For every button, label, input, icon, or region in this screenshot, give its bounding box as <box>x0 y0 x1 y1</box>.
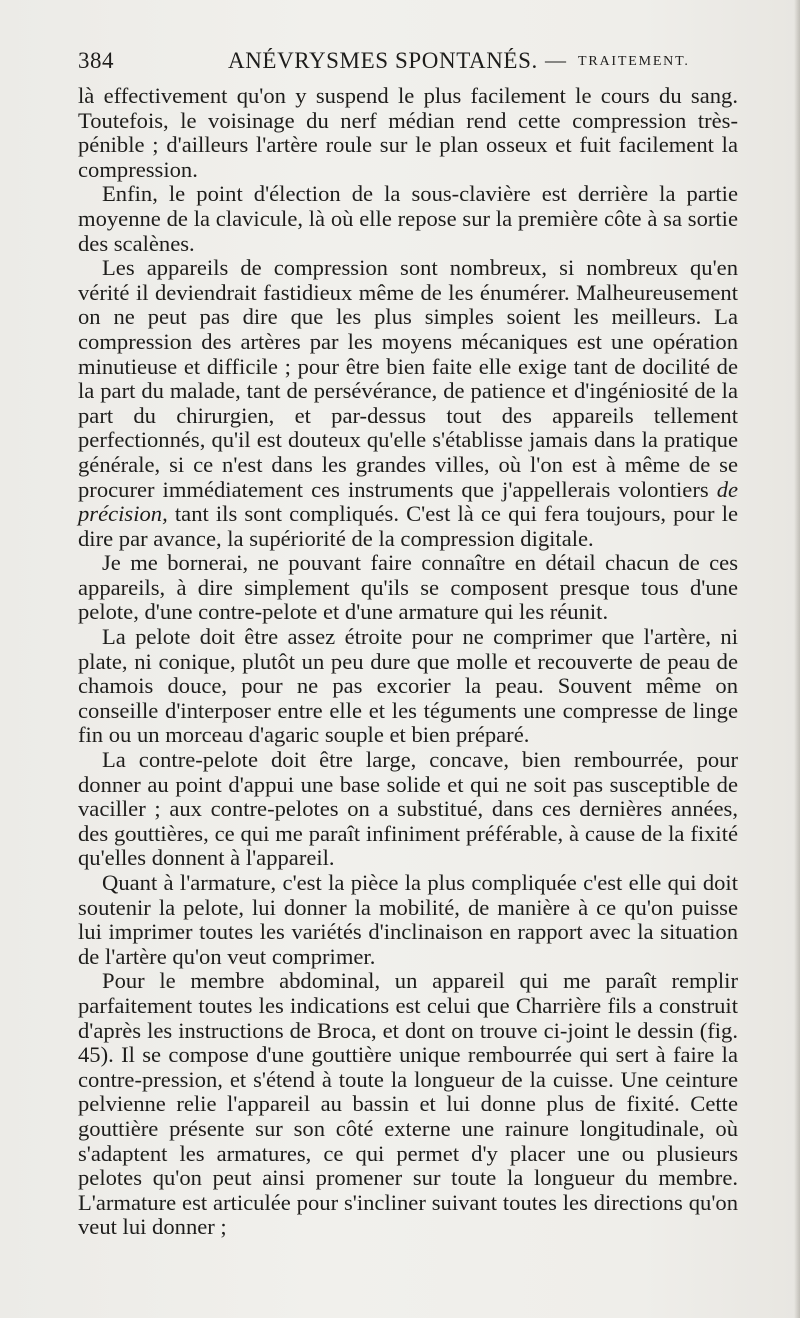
running-head-dash: — <box>545 48 566 72</box>
paragraph-8: Pour le membre abdominal, un appareil qui me paraît remplir parfaitement toutes les indications est celui que Charrière fils a construit d'après les instructions de Broca, et dont on trouve ci-joint le dessin (fig. 45). Il se compose d'une gouttière unique rembourrée qui sert à faire la contre-pression, et s'étend à toute la longueur de la cuisse. Une ceinture pelvienne relie l'appareil au bassin et lui donne plus de fixité. Cette gouttière présente sur son côté externe une rainure longitudinale, où s'adaptent les armatures, ce qui permet d'y placer une ou plusieurs pelotes qu'on peut ainsi promener sur toute la longueur du membre. L'armature est articulée pour s'incliner suivant toutes les directions qu'on veut lui donner ; <box>78 968 738 1240</box>
running-title: ANÉVRYSMES SPONTANÉS. <box>228 48 538 73</box>
paragraph-3-after: tant ils sont compliqués. C'est là ce qui fera toujours, pour le dire par avance, la supériorité de la compression digitale. <box>78 501 739 551</box>
running-head <box>78 42 738 82</box>
running-section: TRAITEMENT. <box>578 54 690 69</box>
paragraph-3 <box>78 256 738 551</box>
paragraph-3-text: Les appareils de compression sont nombreux, si nombreux qu'en vérité il deviendrait fastidieux même de les énumérer. Malheureusement on ne peut pas dire que les plus simples soient les meilleurs. La compression des artères par les moyens mécaniques est une opération minutieuse et difficile ; pour être bien faite elle exige tant de docilité de la part du malade, tant de persévérance, de patience et d'ingéniosité de la part du chirurgien, et par-dessus tout des appareils tellement perfectionnés, qu'il est douteux qu'elle s'établisse jamais dans la pratique générale, si ce n'est dans les grandes villes, où l'on est à même de se procurer immédiatement ces instruments que j'appellerais volontiers <box>78 255 738 502</box>
paragraph-6: La contre-pelote doit être large, concave, bien rembourrée, pour donner au point d'appui une base solide et qui ne soit pas susceptible de vaciller ; aux contre-pelotes on a substitué, dans ces dernières années, des gouttières, ce qui me paraît infiniment préférable, à cause de la fixité qu'elles donnent à l'appareil. <box>78 747 738 871</box>
paragraph-4: Je me bornerai, ne pouvant faire connaître en détail chacun de ces appareils, à dire simplement qu'ils se composent presque tous d'une pelote, d'une contre-pelote et d'une armature qui les réunit. <box>78 550 738 625</box>
page-edge-shadow <box>794 0 800 1318</box>
paragraph-7: Quant à l'armature, c'est la pièce la plus compliquée c'est elle qui doit soutenir la pelote, lui donner la mobilité, de manière à ce qu'on puisse lui imprimer toutes les variétés d'inclinaison en rapport avec la situation de l'artère qu'on veut comprimer. <box>78 870 738 969</box>
paragraph-5: La pelote doit être assez étroite pour ne comprimer que l'artère, ni plate, ni conique, plutôt un peu dure que molle et recouverte de peau de chamois douce, pour ne pas excorier la peau. Souvent même on conseille d'interposer entre elle et les téguments une compresse de linge fin ou un morceau d'agaric souple et bien préparé. <box>78 624 738 748</box>
paragraph-1: là effectivement qu'on y suspend le plus facilement le cours du sang. Toutefois, le voisinage du nerf médian rend cette compression très-pénible ; d'ailleurs l'artère roule sur le plan osseux et fuit facilement la compression. <box>78 83 738 182</box>
paragraph-3-emphasis: de précision, <box>78 476 739 527</box>
body-text <box>78 84 738 1240</box>
page-number: 384 <box>78 48 114 73</box>
paragraph-2: Enfin, le point d'élection de la sous-clavière est derrière la partie moyenne de la clavicule, là où elle repose sur la première côte à sa sortie des scalènes. <box>78 181 738 256</box>
